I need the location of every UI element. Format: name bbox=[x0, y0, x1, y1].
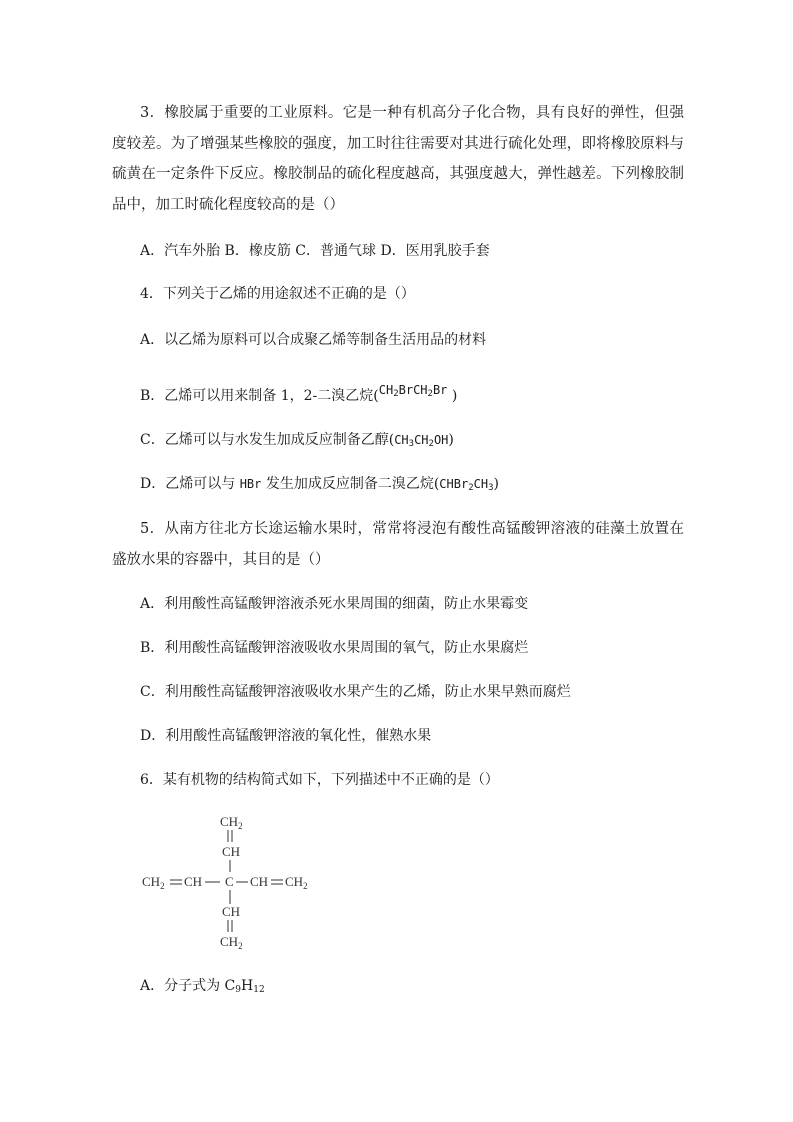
question-4-option-d: D．乙烯可以与 HBr 发生加成反应制备二溴乙烷$(CHBr_2CH_3)$ bbox=[140, 476, 499, 493]
question-4-option-b: B．乙烯可以用来制备 1，2-二溴乙烷($CH_2BrCH_2Br$ ) bbox=[140, 383, 458, 404]
question-3-options: A．汽车外胎 B．橡皮筋 C．普通气球 D．医用乳胶手套 bbox=[140, 243, 490, 259]
option-b-formula: $CH_2BrCH_2Br$ bbox=[378, 383, 448, 399]
question-5-stem: 5．从南方往北方长途运输水果时，常常将浸泡有酸性高锰酸钾溶液的硅藻土放置在盛放水果的容器中，其目的是（） bbox=[112, 521, 684, 568]
formula-left-ch2: $CH_2$ bbox=[142, 874, 165, 891]
structural-formula bbox=[140, 812, 340, 952]
structural-formula-svg bbox=[140, 812, 340, 952]
question-5-option-a: A．利用酸性高锰酸钾溶液杀死水果周围的细菌，防止水果霉变 bbox=[140, 596, 529, 612]
formula-left-ch: CH bbox=[184, 874, 203, 889]
question-5-option-c: C．利用酸性高锰酸钾溶液吸收水果产生的乙烯，防止水果早熟而腐烂 bbox=[140, 684, 571, 700]
question-6-stem: 6．某有机物的结构简式如下，下列描述中不正确的是（） bbox=[140, 772, 499, 788]
formula-bottom-ch2: $CH_2$ bbox=[220, 934, 243, 951]
question-5-option-b: B．利用酸性高锰酸钾溶液吸收水果周围的氧气，防止水果腐烂 bbox=[140, 640, 529, 656]
option-b-text: B．乙烯可以用来制备 1，2-二溴乙烷( bbox=[140, 388, 379, 404]
formula-top-ch2: $CH_2$ bbox=[220, 814, 243, 831]
option-d-formula: $CHBr_2CH_3$ bbox=[439, 477, 494, 493]
question-4-option-c: C．乙烯可以与水发生加成反应制备乙醇$(CH_3CH_2OH)$ bbox=[140, 432, 454, 449]
question-3-text: 3．橡胶属于重要的工业原料。它是一种有机高分子化合物，具有良好的弹性，但强度较差。为了增强某些橡胶的强度，加工时往往需要对其进行硫化处理，即将橡胶原料与硫黄在一定条件下反应。橡胶制品的硫化程度越高，其强度越大，弹性越差。下列橡胶制品中，加工时硫化程度较高的是（） bbox=[112, 105, 684, 213]
option-c-formula: $CH_3CH_2OH$ bbox=[394, 433, 449, 449]
question-5-option-d: D．利用酸性高锰酸钾溶液的氧化性，催熟水果 bbox=[140, 728, 432, 744]
question-4-stem: 4．下列关于乙烯的用途叙述不正确的是（） bbox=[140, 286, 415, 302]
formula-right-ch2: $CH_2$ bbox=[285, 874, 308, 891]
formula-right-ch: CH bbox=[250, 874, 269, 889]
formula-upper-ch: CH bbox=[222, 844, 241, 859]
formula-center-c: C bbox=[225, 874, 234, 889]
question-6-option-a: A．分子式为 $C_9H_{12}$ bbox=[140, 978, 265, 995]
question-4-option-a: A．以乙烯为原料可以合成聚乙烯等制备生活用品的材料 bbox=[140, 332, 487, 348]
formula-lower-ch: CH bbox=[222, 904, 241, 919]
